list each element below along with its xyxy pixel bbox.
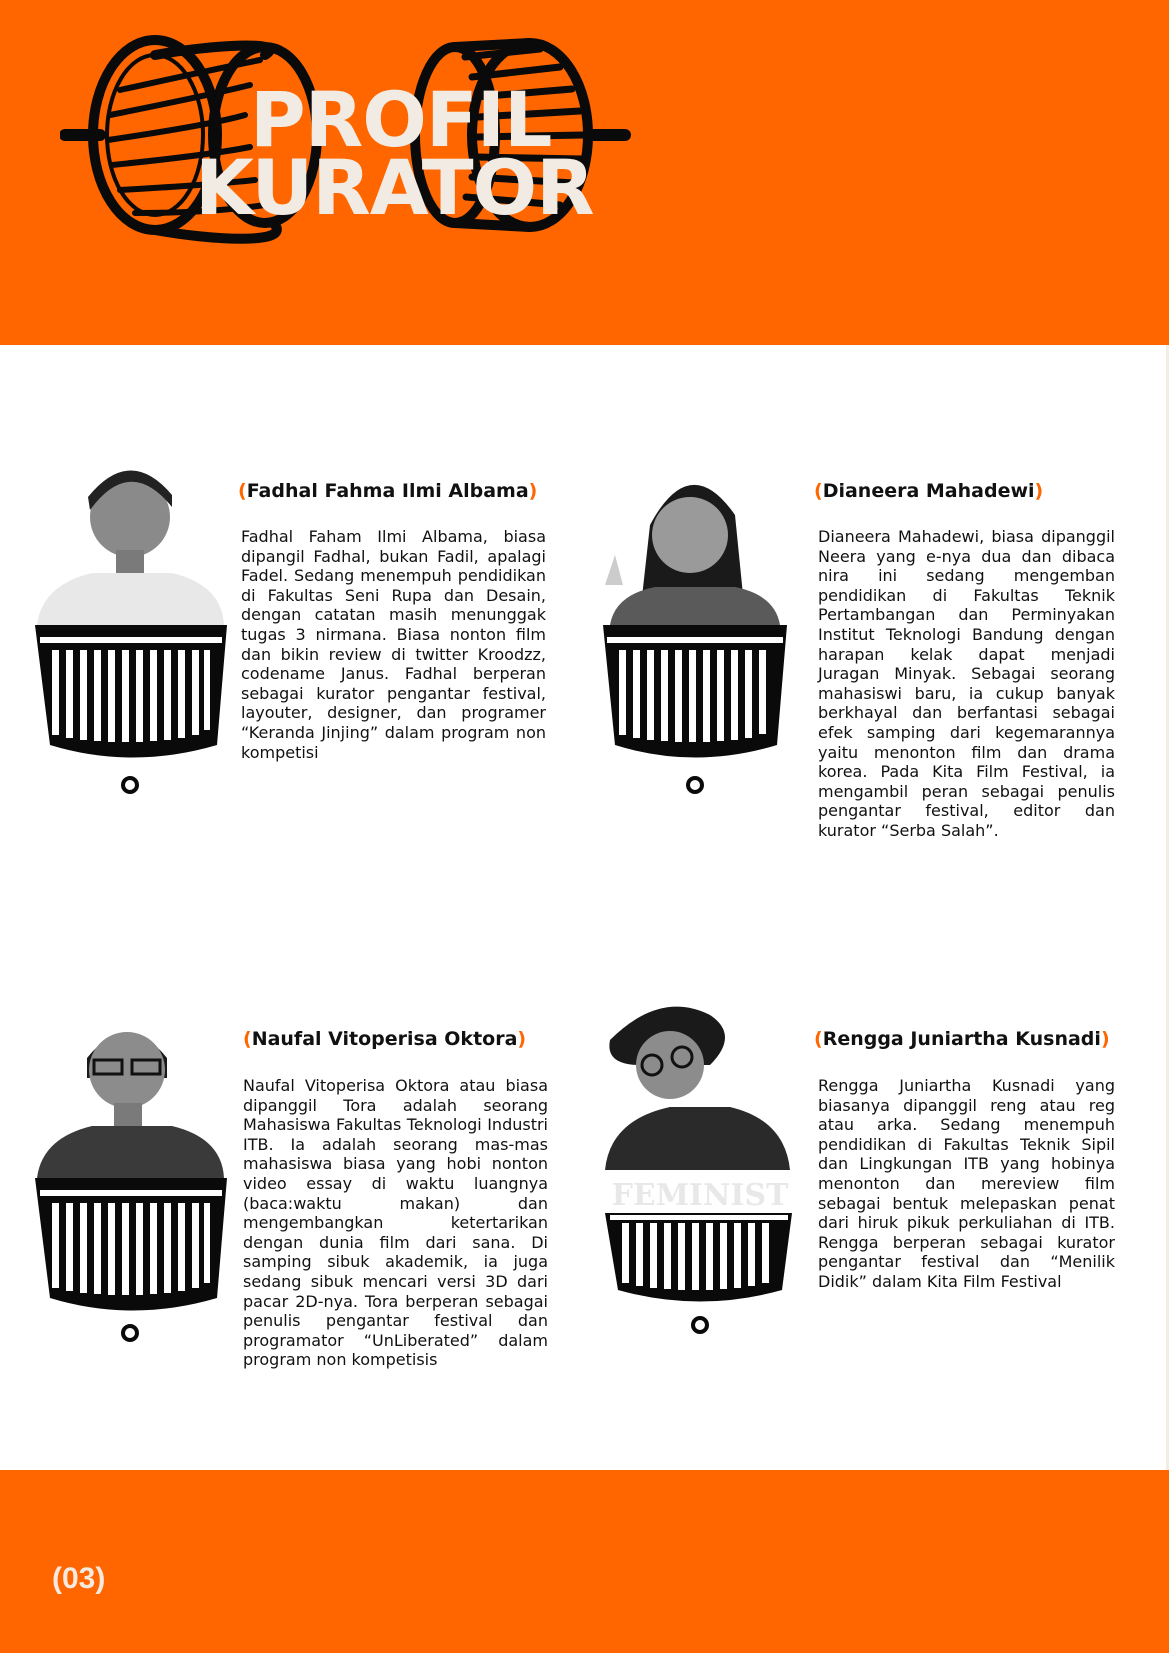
curator-bio: Rengga Juniartha Kusnadi yang biasanya dipanggil reng atau reg atau arka. Sedang menempuh pendidikan di Fakultas Teknik Sipil dan Lingkungan ITB yang hobinya menonton dan mereview film sebagai bentuk melepaskan penat dari hiruk pikuk perkuliahan di ITB. Rengga berperan sebagai kurator pengantar festival dan “Menilik Didik” dalam Kita Film Festival xyxy=(818,1076,1115,1291)
curator-portrait-in-cage xyxy=(32,455,232,795)
curator-bio: Dianeera Mahadewi, biasa dipanggil Neera yang e-nya dua dan dibaca nira ini sedang mengemban pendidikan di Fakultas Teknik Pertambangan dan Perminyakan Institut Teknologi Bandung dengan harapan kelak dapat menjadi Juragan Minyak. Sebagai seorang mahasiswi baru, ia cukup banyak berkhayal dan berfantasi sebagai efek samping dari kegemarannya yaitu menonton film dan drama korea. Pada Kita Film Festival, ia mengambil peran sebagai penulis pengantar festival, editor dan kurator “Serba Salah”. xyxy=(818,527,1115,840)
page-title-line-2: KURATOR xyxy=(195,143,594,232)
footer-band xyxy=(0,1470,1169,1653)
page-number: (03) xyxy=(52,1562,106,1595)
page-title-line-1: PROFIL xyxy=(250,75,552,164)
curator-name: (Dianeera Mahadewi) xyxy=(814,480,1044,502)
shirt-text: FEMINIST xyxy=(611,1178,789,1213)
curator-bio: Naufal Vitoperisa Oktora atau biasa dipanggil Tora adalah seorang Mahasiswa Fakultas Teknologi Industri ITB. Ia adalah seorang mas-mas mahasiswa biasa yang hobi nonton video essay di waktu luangnya (baca:waktu makan) dan mengembangkan ketertarikan dengan dunia film dari sana. Di samping sibuk akademik, ia juga sedang sibuk mencari versi 3D dari pacar 2D-nya. Tora berperan sebagai penulis pengantar festival dan programator “UnLiberated” dalam program non kompetisis xyxy=(243,1076,548,1370)
curator-portrait-in-cage xyxy=(595,455,795,795)
curator-name: (Naufal Vitoperisa Oktora) xyxy=(243,1028,527,1050)
curator-portrait-in-cage xyxy=(600,995,800,1335)
curator-portrait-in-cage xyxy=(32,1008,232,1348)
curator-name: (Rengga Juniartha Kusnadi) xyxy=(814,1028,1110,1050)
curator-bio: Fadhal Faham Ilmi Albama, biasa dipangil Fadhal, bukan Fadil, apalagi Fadel. Sedang menempuh pendidikan di Fakultas Seni Rupa dan Desain, dengan catatan masih menunggak tugas 3 nirmana. Biasa nonton film dan bikin review di twitter Kroodzz, codename Janus. Fadhal berperan sebagai kurator pengantar festival, layouter, designer, dan programer “Keranda Jinjing” dalam program non kompetisi xyxy=(241,527,546,762)
curator-name: (Fadhal Fahma Ilmi Albama) xyxy=(238,480,538,502)
